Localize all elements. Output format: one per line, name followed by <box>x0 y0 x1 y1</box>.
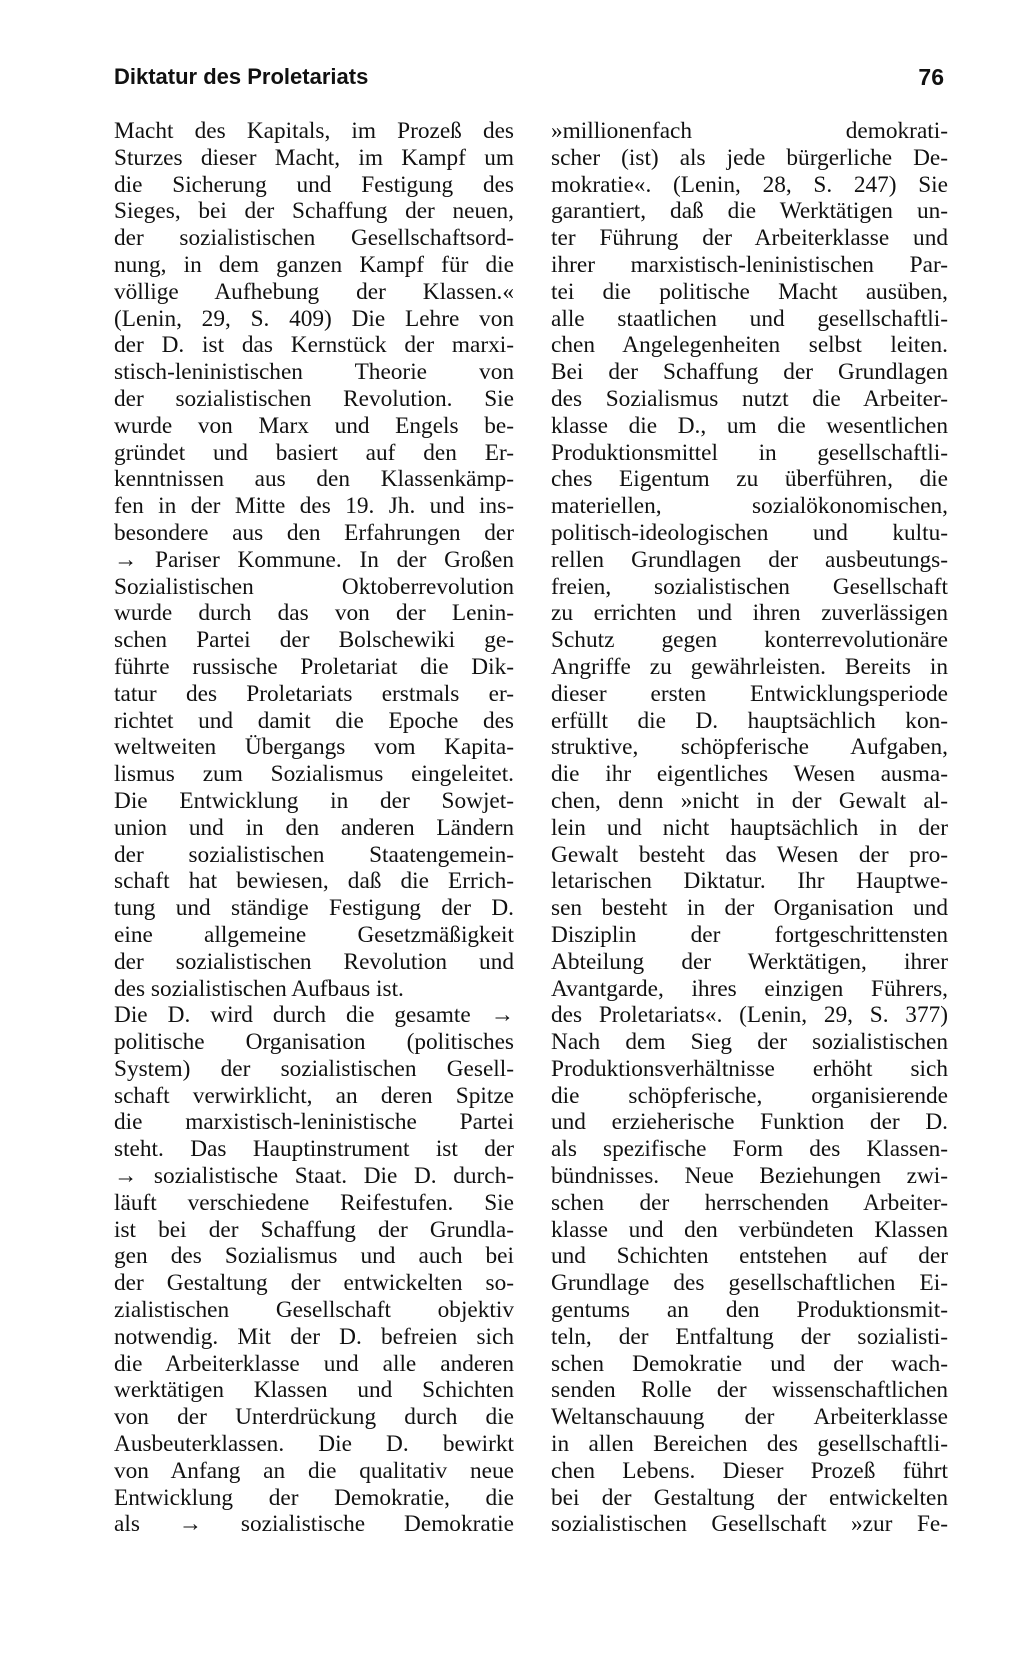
text-line: weltweiten Übergangs vom Kapita- <box>114 734 514 761</box>
text-line: die Arbeiterklasse und alle anderen <box>114 1350 514 1377</box>
text-line: schaft hat bewiesen, daß die Errich- <box>114 868 514 895</box>
text-line: steht. Das Hauptinstrument ist der <box>114 1136 514 1163</box>
text-line: Gewalt besteht das Wesen der pro- <box>551 841 948 868</box>
text-line: teln, der Entfaltung der sozialisti- <box>551 1323 948 1350</box>
text-line: führte russische Proletariat die Dik- <box>114 653 514 680</box>
text-line: die Sicherung und Festigung des <box>114 171 514 198</box>
text-line: Weltanschauung der Arbeiterklasse <box>551 1404 948 1431</box>
text-line: von Anfang an die qualitativ neue <box>114 1457 514 1484</box>
text-line: gentums an den Produktionsmit- <box>551 1297 948 1324</box>
text-line: (Lenin, 29, S. 409) Die Lehre von <box>114 305 514 332</box>
text-line: wurde von Marx und Engels be- <box>114 412 514 439</box>
text-line: ihrer marxistisch-leninistischen Par- <box>551 251 948 278</box>
text-line: Grundlage des gesellschaftlichen Ei- <box>551 1270 948 1297</box>
text-line: der sozialistischen Gesellschaftsord- <box>114 225 514 252</box>
text-line: gen des Sozialismus und auch bei <box>114 1243 514 1270</box>
text-line: Abteilung der Werktätigen, ihrer <box>551 948 948 975</box>
text-line: mokratie«. (Lenin, 28, S. 247) Sie <box>551 171 948 198</box>
text-line: Bei der Schaffung der Grundlagen <box>551 359 948 386</box>
text-line: die marxistisch-leninistische Partei <box>114 1109 514 1136</box>
text-line: als → sozialistische Demokratie <box>114 1511 514 1538</box>
text-line: besondere aus den Erfahrungen der <box>114 519 514 546</box>
text-line: und Schichten entstehen auf der <box>551 1243 948 1270</box>
text-line: völlige Aufhebung der Klassen.« <box>114 278 514 305</box>
text-line: Sieges, bei der Schaffung der neuen, <box>114 198 514 225</box>
text-line: union und in den anderen Ländern <box>114 814 514 841</box>
text-line: Disziplin der fortgeschrittensten <box>551 921 948 948</box>
text-line: garantiert, daß die Werktätigen un- <box>551 198 948 225</box>
text-line: von der Unterdrückung durch die <box>114 1404 514 1431</box>
text-line: und erzieherische Funktion der D. <box>551 1109 948 1136</box>
text-line: Macht des Kapitals, im Prozeß des <box>114 118 514 144</box>
page-header <box>114 64 944 104</box>
text-line: dieser ersten Entwicklungsperiode <box>551 680 948 707</box>
text-line: der sozialistischen Staatengemein- <box>114 841 514 868</box>
text-line: lismus zum Sozialismus eingeleitet. <box>114 761 514 788</box>
text-line: chen, denn »nicht in der Gewalt al- <box>551 787 948 814</box>
text-line: Schutz gegen konterrevolutionäre <box>551 627 948 654</box>
running-title: Diktatur des Proletariats <box>114 64 369 89</box>
text-line: schen der herrschenden Arbeiter- <box>551 1189 948 1216</box>
text-line: Avantgarde, ihres einzigen Führers, <box>551 975 948 1002</box>
text-line: läuft verschiedene Reifestufen. Sie <box>114 1189 514 1216</box>
text-line: erfüllt die D. hauptsächlich kon- <box>551 707 948 734</box>
text-line: eine allgemeine Gesetzmäßigkeit <box>114 921 514 948</box>
text-line: politisch-ideologischen und kultu- <box>551 519 948 546</box>
text-line: wurde durch das von der Lenin- <box>114 600 514 627</box>
text-line: zialistischen Gesellschaft objektiv <box>114 1297 514 1324</box>
text-line: bei der Gestaltung der entwickelten <box>551 1484 948 1511</box>
text-line: des sozialistischen Aufbaus ist. <box>114 975 404 1002</box>
text-line: Sozialistischen Oktoberrevolution <box>114 573 514 600</box>
text-line: → sozialistische Staat. Die D. durch- <box>114 1163 514 1190</box>
text-line: klasse die D., um die wesentlichen <box>551 412 948 439</box>
text-line: schaft verwirklicht, an deren Spitze <box>114 1082 514 1109</box>
text-line: gründet und basiert auf den Er- <box>114 439 514 466</box>
text-line: Entwicklung der Demokratie, die <box>114 1484 514 1511</box>
text-line: Angriffe zu gewährleisten. Bereits in <box>551 653 948 680</box>
text-line: chen Lebens. Dieser Prozeß führt <box>551 1457 948 1484</box>
text-line: schen Partei der Bolschewiki ge- <box>114 627 514 654</box>
text-line: scher (ist) als jede bürgerliche De- <box>551 144 948 171</box>
text-line: der sozialistischen Revolution und <box>114 948 514 975</box>
text-line: ter Führung der Arbeiterklasse und <box>551 225 948 252</box>
text-line: als spezifische Form des Klassen- <box>551 1136 948 1163</box>
text-line: tei die politische Macht ausüben, <box>551 278 948 305</box>
text-line: politische Organisation (politisches <box>114 1029 514 1056</box>
text-line: tatur des Proletariats erstmals er- <box>114 680 514 707</box>
text-line: Sturzes dieser Macht, im Kampf um <box>114 144 514 171</box>
text-line: tung und ständige Festigung der D. <box>114 895 514 922</box>
text-line: → Pariser Kommune. In der Großen <box>114 546 514 573</box>
text-line: fen in der Mitte des 19. Jh. und ins- <box>114 493 514 520</box>
text-line: lein und nicht hauptsächlich in der <box>551 814 948 841</box>
text-line: des Proletariats«. (Lenin, 29, S. 377) <box>551 1002 948 1029</box>
page-number: 76 <box>918 64 944 90</box>
text-line: des Sozialismus nutzt die Arbeiter- <box>551 385 948 412</box>
text-line: werktätigen Klassen und Schichten <box>114 1377 514 1404</box>
text-line: in allen Bereichen des gesellschaftli- <box>551 1431 948 1458</box>
text-line: die schöpferische, organisierende <box>551 1082 948 1109</box>
text-line: der D. ist das Kernstück der marxi- <box>114 332 514 359</box>
text-line: notwendig. Mit der D. befreien sich <box>114 1323 514 1350</box>
text-line: richtet und damit die Epoche des <box>114 707 514 734</box>
text-line: kenntnissen aus den Klassenkämp- <box>114 466 514 493</box>
text-line: System) der sozialistischen Gesell- <box>114 1055 514 1082</box>
text-line: ist bei der Schaffung der Grundla- <box>114 1216 514 1243</box>
text-line: rellen Grundlagen der ausbeutungs- <box>551 546 948 573</box>
text-line: klasse und den verbündeten Klassen <box>551 1216 948 1243</box>
text-line: freien, sozialistischen Gesellschaft <box>551 573 948 600</box>
text-line: der sozialistischen Revolution. Sie <box>114 385 514 412</box>
text-line: ches Eigentum zu überführen, die <box>551 466 948 493</box>
text-line: Die Entwicklung in der Sowjet- <box>114 787 514 814</box>
right-text-column <box>551 118 948 1538</box>
text-line: stisch-leninistischen Theorie von <box>114 359 514 386</box>
text-line: der Gestaltung der entwickelten so- <box>114 1270 514 1297</box>
text-line: Ausbeuterklassen. Die D. bewirkt <box>114 1431 514 1458</box>
left-text-column <box>114 118 514 1538</box>
text-line: Produktionsmittel in gesellschaftli- <box>551 439 948 466</box>
text-line: bündnisses. Neue Beziehungen zwi- <box>551 1163 948 1190</box>
text-line: »millionenfach demokrati- <box>551 118 948 144</box>
text-line: alle staatlichen und gesellschaftli- <box>551 305 948 332</box>
text-line: letarischen Diktatur. Ihr Hauptwe- <box>551 868 948 895</box>
text-line: struktive, schöpferische Aufgaben, <box>551 734 948 761</box>
text-line: chen Angelegenheiten selbst leiten. <box>551 332 948 359</box>
text-line: sozialistischen Gesellschaft »zur Fe- <box>551 1511 948 1538</box>
text-line: materiellen, sozialökonomischen, <box>551 493 948 520</box>
text-line: Die D. wird durch die gesamte → <box>114 1002 514 1029</box>
text-line: zu errichten und ihren zuverlässigen <box>551 600 948 627</box>
text-line: schen Demokratie und der wach- <box>551 1350 948 1377</box>
text-line: die ihr eigentliches Wesen ausma- <box>551 761 948 788</box>
text-line: Nach dem Sieg der sozialistischen <box>551 1029 948 1056</box>
text-line: nung, in dem ganzen Kampf für die <box>114 251 514 278</box>
text-line: sen besteht in der Organisation und <box>551 895 948 922</box>
text-line: Produktionsverhältnisse erhöht sich <box>551 1055 948 1082</box>
text-line: senden Rolle der wissenschaftlichen <box>551 1377 948 1404</box>
